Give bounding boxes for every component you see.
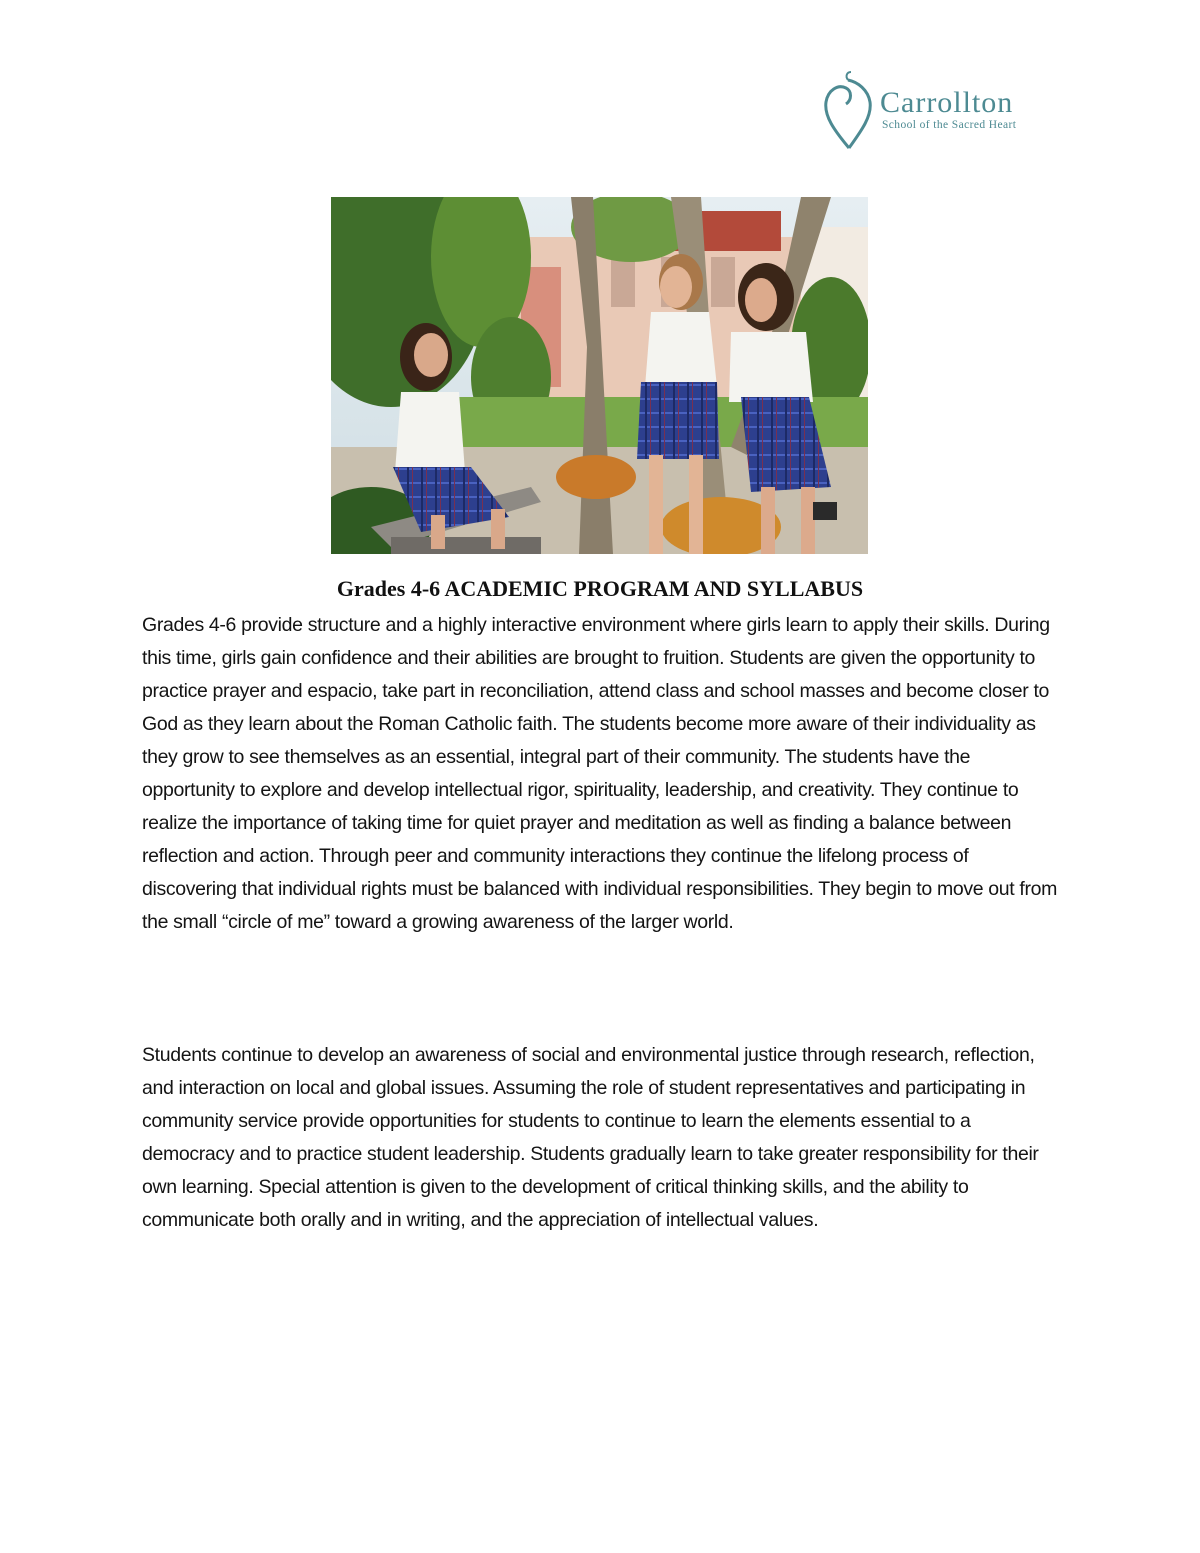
students-photo: [331, 197, 868, 554]
intro-paragraph: Grades 4-6 provide structure and a highly interactive environment where girls learn to apply their skills. During this time, girls gain confidence and their abilities are brought to fruition. Students are given the opportunity to practice prayer and espacio, take part in reconciliation, attend class and school masses and become closer to God as they learn about the Roman Catholic faith. The students become more aware of their individuality as they grow to see themselves as an essential, integral part of their community. The students have the opportunity to explore and develop intellectual rigor, spirituality, leadership, and creativity. They continue to realize the importance of taking time for quiet prayer and meditation as well as finding a balance between reflection and action. Through peer and community interactions they continue the lifelong process of discovering that individual rights must be balanced with individual responsibilities. They begin to move out from the small “circle of me” toward a growing awareness of the larger world.: [142, 614, 1058, 933]
school-logo: [818, 70, 1068, 152]
second-paragraph: Students continue to develop an awareness of social and environmental justice through research, reflection, and interaction on local and global issues. Assuming the role of student representatives and participating in community service provide opportunities for students to continue to learn the elements essential to a democracy and to practice student leadership. Students gradually learn to take greater responsibility for their own learning. Special attention is given to the development of critical thinking skills, and the ability to communicate both orally and in writing, and the appreciation of intellectual values.: [142, 1044, 1039, 1231]
logo-tagline: School of the Sacred Heart: [882, 119, 1017, 131]
logo-name: Carrollton: [880, 86, 1014, 119]
page-title: Grades 4-6 ACADEMIC PROGRAM AND SYLLABUS: [336, 576, 864, 601]
heart-logo-icon: [818, 70, 880, 152]
